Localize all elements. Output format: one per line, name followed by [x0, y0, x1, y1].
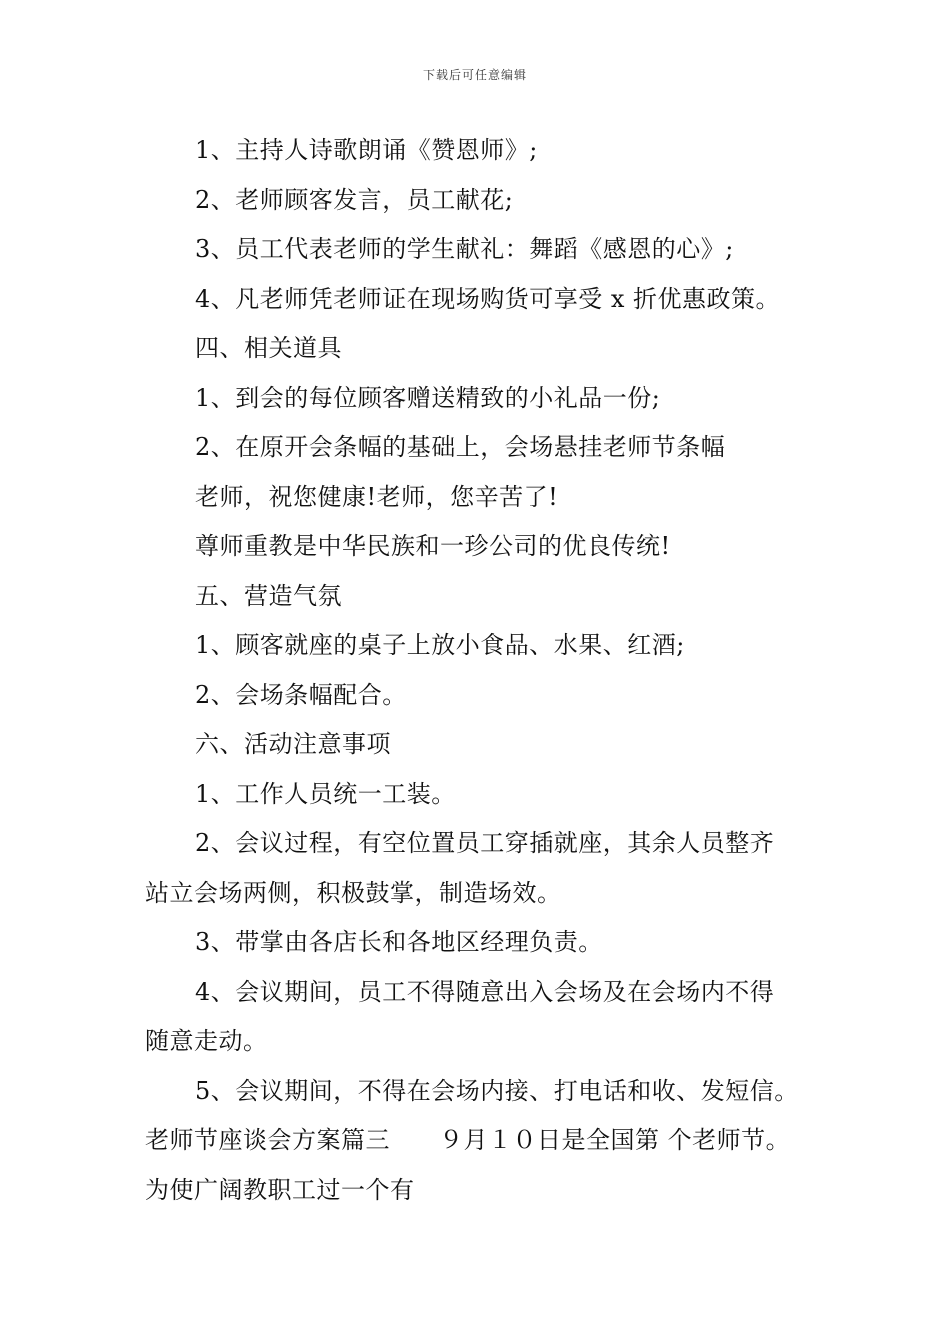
paragraph-line: 3、员工代表老师的学生献礼：舞蹈《感恩的心》; — [195, 235, 734, 263]
section-heading: 四、相关道具 — [195, 334, 342, 362]
paragraph-line: 为使广阔教职工过一个有 — [145, 1175, 415, 1204]
paragraph-line: 4、会议期间，员工不得随意出入会场及在会场内不得 — [195, 977, 775, 1006]
paragraph-line: 2、老师顾客发言，员工献花; — [195, 185, 514, 214]
paragraph-line: 1、主持人诗歌朗诵《赞恩师》; — [195, 136, 538, 164]
paragraph-line: 1、工作人员统一工装。 — [195, 779, 456, 808]
paragraph-line: 随意走动。 — [145, 1027, 268, 1055]
paragraph-line: 1、到会的每位顾客赠送精致的小礼品一份; — [195, 383, 661, 412]
paragraph-line: 2、在原开会条幅的基础上，会场悬挂老师节条幅 — [195, 433, 726, 461]
paragraph-line: 老师节座谈会方案篇三 ９月１０日是全国第 个老师节。 — [145, 1126, 791, 1154]
paragraph-line: 尊师重教是中华民族和一珍公司的优良传统! — [195, 532, 671, 560]
paragraph-line: 站立会场两侧，积极鼓掌，制造场效。 — [145, 878, 562, 907]
page-header-note: 下载后可任意编辑 — [422, 68, 527, 82]
section-heading: 六、活动注意事项 — [195, 730, 391, 758]
paragraph-line: 1、顾客就座的桌子上放小食品、水果、红酒; — [195, 631, 685, 659]
paragraph-line: 老师，祝您健康!老师，您辛苦了! — [195, 482, 559, 511]
paragraph-line: 4、凡老师凭老师证在现场购货可享受 x 折优惠政策。 — [195, 284, 781, 313]
paragraph-line: 2、会场条幅配合。 — [195, 680, 407, 709]
section-heading: 五、营造气氛 — [195, 581, 342, 610]
paragraph-line: 3、带掌由各店长和各地区经理负责。 — [195, 928, 603, 956]
paragraph-line: 5、会议期间，不得在会场内接、打电话和收、发短信。 — [195, 1076, 799, 1105]
paragraph-line: 2、会议过程，有空位置员工穿插就座，其余人员整齐 — [195, 829, 775, 857]
document-body — [145, 126, 825, 1215]
